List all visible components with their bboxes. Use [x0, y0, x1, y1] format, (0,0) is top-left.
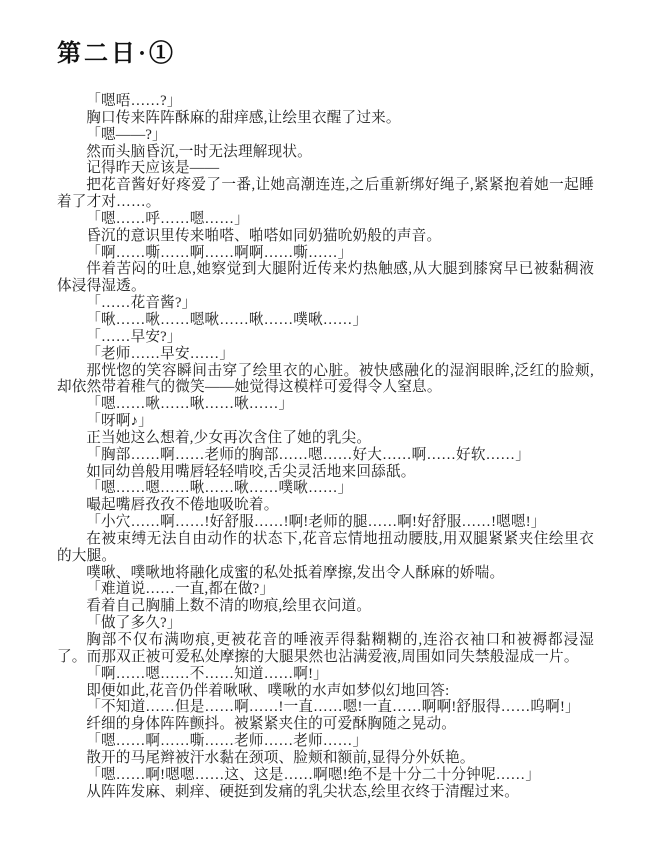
chapter-title: 第二日·①	[57, 41, 177, 67]
paragraph: 「嗯……啾……啾……啾……」	[86, 396, 294, 413]
body-text	[57, 93, 594, 800]
paragraph: 然而头脑昏沉,一时无法理解现状。	[86, 143, 312, 160]
paragraph: 「嗯……啊!嗯嗯……这、这是……啊嗯!绝不是十分二十分钟呢……」	[86, 766, 541, 783]
paragraph: 「嗯……啊……嘶……老师……老师……」	[86, 733, 368, 750]
paragraph: 「啊……嘶……啊……啊啊……嘶……」	[86, 244, 353, 261]
paragraph: 「嗯……呼……嗯……」	[86, 210, 249, 227]
paragraph: 「啊……嗯……不……知道……啊!」	[86, 665, 328, 682]
paragraph: 「老师……早安……」	[86, 345, 235, 362]
paragraph: 昏沉的意识里传来啪嗒、啪嗒如同奶猫吮奶般的声音。	[86, 227, 442, 244]
paragraph: 正当她这么想着,少女再次含住了她的乳尖。	[86, 429, 372, 446]
paragraph: 把花音酱好好疼爱了一番,让她高潮连连,之后重新绑好绳子,紧紧抱着她一起睡着了才对……。	[57, 177, 594, 211]
paragraph: 伴着苦闷的吐息,她察觉到大腿附近传来灼热触感,从大腿到膝窝早已被黏稠液体浸得湿透。	[57, 261, 594, 295]
paragraph: 「呀啊♪」	[86, 413, 153, 430]
paragraph: 「……花音酱?」	[86, 295, 197, 312]
paragraph: 噗啾、噗啾地将融化成蜜的私处抵着摩擦,发出令人酥麻的娇喘。	[86, 564, 505, 581]
paragraph: 记得昨天应该是——	[86, 160, 220, 177]
paragraph: 看着自己胸脯上数不清的吻痕,绘里衣问道。	[86, 598, 372, 615]
paragraph: 胸口传来阵阵酥麻的甜痒感,让绘里衣醒了过来。	[86, 109, 401, 126]
paragraph: 「啾……啾……嗯啾……啾……噗啾……」	[86, 311, 368, 328]
paragraph: 「做了多久?」	[86, 615, 182, 632]
paragraph: 纤细的身体阵阵颤抖。被紧紧夹住的可爱酥胸随之晃动。	[86, 716, 457, 733]
paragraph: 「难道说……一直,都在做?」	[86, 581, 275, 598]
paragraph: 如同幼兽般用嘴唇轻轻啃咬,舌尖灵活地来回舔舐。	[86, 463, 416, 480]
paragraph: 「……早安?」	[86, 328, 182, 345]
paragraph: 在被束缚无法自由动作的状态下,花音忘情地扭动腰肢,用双腿紧紧夹住绘里衣的大腿。	[57, 530, 594, 564]
paragraph: 嘬起嘴唇孜孜不倦地吸吮着。	[86, 497, 279, 514]
paragraph: 「胸部……啊……老师的胸部……嗯……好大……啊……好软……」	[86, 446, 531, 463]
paragraph: 胸部不仅布满吻痕,更被花音的唾液弄得黏糊糊的,连浴衣袖口和被褥都浸湿了。而那双正被可爱私处摩擦的大腿果然也沾满爱液,周围如同失禁般湿成一片。	[57, 632, 594, 665]
paragraph: 「嗯……嗯……啾……啾……噗啾……」	[86, 480, 353, 497]
paragraph: 「嗯唔……?」	[86, 93, 182, 109]
paragraph: 「小穴……啊……!好舒服……!啊!老师的腿……啊!好舒服……!嗯嗯!」	[86, 514, 546, 531]
paragraph: 「不知道……但是……啊……!一直……嗯!一直……啊啊!舒服得……呜啊!」	[86, 699, 580, 716]
paragraph: 「嗯——?」	[86, 126, 167, 143]
paragraph: 即便如此,花音仍伴着啾啾、噗啾的水声如梦似幻地回答:	[86, 682, 450, 699]
paragraph: 散开的马尾辫被汗水黏在颈项、脸颊和额前,显得分外妖艳。	[86, 749, 475, 766]
paragraph: 那恍惚的笑容瞬间击穿了绘里衣的心脏。被快感融化的湿润眼眸,泛红的脸颊,却依然带着稚气的微笑——她觉得这模样可爱得令人窒息。	[57, 362, 594, 396]
paragraph: 从阵阵发麻、刺痒、硬挺到发痛的乳尖状态,绘里衣终于清醒过来。	[86, 783, 520, 800]
